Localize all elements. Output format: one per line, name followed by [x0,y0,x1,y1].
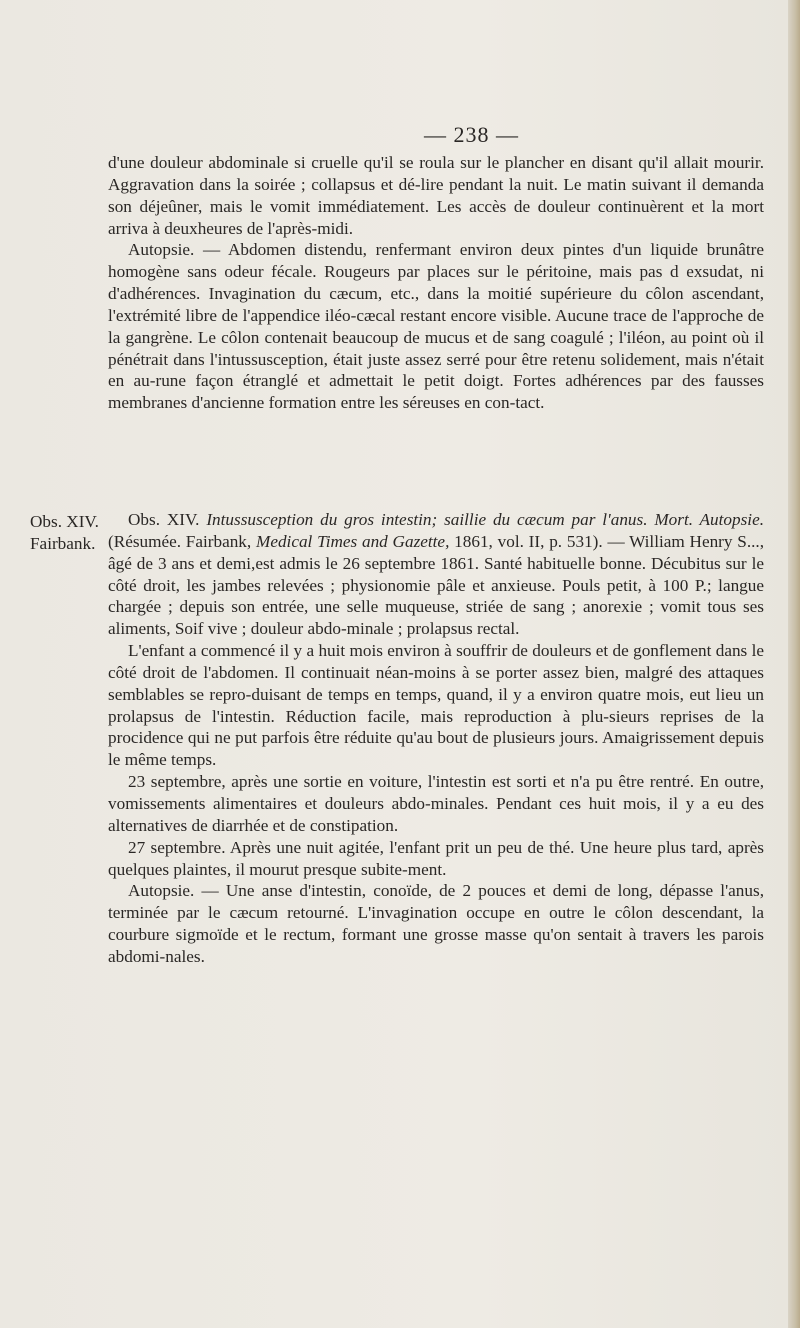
paragraph: 23 septembre, après une sortie en voiture, l'intestin est sorti et n'a pu être rentré. En outre, vomissements alimentaires et douleurs abdo-minales. Pendant ces huit mois, il y a eu des alternatives de diarrhée et de constipation. [108,772,764,835]
obs-label: Obs. XIV. [128,510,200,529]
paragraph: L'enfant a commencé il y a huit mois environ à souffrir de douleurs et de gonflement dans le côté droit de l'abdomen. Il continuait néan-moins à se porter assez bien, malgré des attaques semblables se repro-duisant de temps en temps, quand, il y a environ quatre mois, eut lieu un prolapsus de l'intestin. Réduction facile, mais reproduction à plu-sieurs reprises de la procidence qui ne put parfois être réduite qu'au bout de plusieurs jours. Amaigrissement depuis le même temps. [108,641,764,770]
paragraph: Autopsie. — Une anse d'intestin, conoïde, de 2 pouces et demi de long, dépasse l'anus, terminée par le cæcum retourné. L'invagination occupe en outre le côlon descendant, la courbure sigmoïde et le rectum, formant une grosse masse qu'on sentait à travers les parois abdomi-nales. [108,881,764,966]
margin-note [30,511,99,555]
margin-note-author: Fairbank. [30,533,96,553]
obs-body: 1861, vol. II, p. 531). — William Henry S..., âgé de 3 ans et demi,est admis le 26 septembre 1861. Santé habituelle bonne. Décubitus sur le côté droit, les jambes relevées ; physionomie pâle et anxieuse. Pouls petit, à 100 P.; langue chargée ; depuis son entrée, une selle muqueuse, striée de sang ; anorexie ; vomit tous ses aliments, Soif vive ; douleur abdo-minale ; prolapsus rectal. [108,531,765,639]
page-number: — 238 — [424,122,519,147]
obs-source: (Résumée. Fairbank, [108,531,252,551]
margin-note-obs: Obs. XIV. [30,512,99,531]
obs-journal: Medical Times and Gazette, [256,531,450,551]
paragraph: d'une douleur abdominale si cruelle qu'il se roula sur le plancher en disant qu'il allait mourir. Aggravation dans la soirée ; collapsus et dé-lire pendant la nuit. Le matin suivant il demanda son déjeûner, mais le vomit immédiatement. Les accès de douleur continuèrent et la mort arriva à deuxheures de l'après-midi. [108,153,764,238]
paragraph: Autopsie. — Abdomen distendu, renfermant environ deux pintes d'un liquide brunâtre homogène sans odeur fécale. Rougeurs par places sur le péritoine, mais pas d exsudat, ni d'adhérences. Invagination du cæcum, etc., dans la moitié supérieure du côlon ascendant, l'extrémité libre de l'appendice iléo-cæcal restant encore visible. Aucune trace de l'approche de la gangrène. Le côlon contenait beaucoup de mucus et de sang coagulé ; l'iléon, au point où il pénétrait dans l'intussusception, était juste assez serré pour être retenu solidement, mais n'était en au-rune façon étranglé et admettait le petit doigt. Fortes adhérences par des fausses membranes d'ancienne formation entre les séreuses en con-tact. [108,240,764,413]
text-block-top [108,152,764,414]
text-block-observation [108,509,764,968]
observation-heading-paragraph [108,509,764,640]
paragraph: 27 septembre. Après une nuit agitée, l'enfant prit un peu de thé. Une heure plus tard, après quelques plaintes, il mourut presque subite-ment. [108,837,764,879]
page-edge [788,0,800,1328]
obs-title: Intussusception du gros intestin; saillie du cæcum par l'anus. Mort. Autopsie. [206,510,764,529]
